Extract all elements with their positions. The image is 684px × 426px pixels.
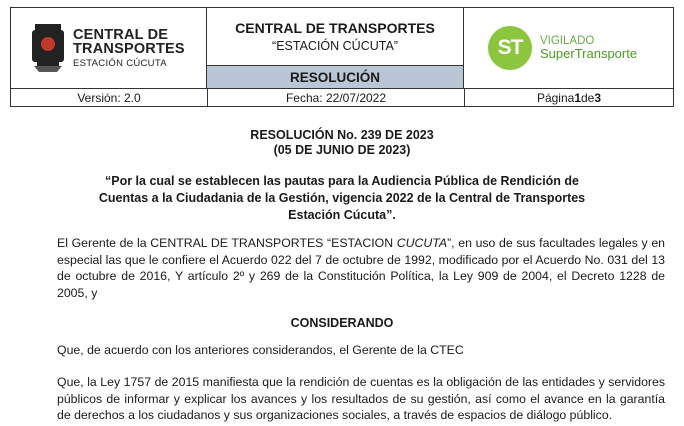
logo-line3: ESTACIÓN CÚCUTA <box>73 57 167 69</box>
preamble-paragraph <box>57 235 665 301</box>
locomotive-icon <box>31 22 65 74</box>
logo-line1: CENTRAL DE <box>73 26 169 43</box>
page-number: 1 <box>574 90 581 105</box>
version-cell: Versión: 2.0 <box>11 89 208 106</box>
paragraph-que-1: Que, de acuerdo con los anteriores considerandos, el Gerente de la CTEC <box>57 343 464 357</box>
preamble-part-a: El Gerente de la CENTRAL DE TRANSPORTES “ESTACION <box>57 236 397 250</box>
header-bottom-row <box>11 89 673 106</box>
station-name: “ESTACIÓN CÚCUTA” <box>272 39 398 53</box>
doc-type-band: RESOLUCIÓN <box>207 66 463 88</box>
company-name: CENTRAL DE TRANSPORTES <box>235 20 435 36</box>
company-logo <box>11 8 207 88</box>
paragraph-que-2: Que, la Ley 1757 de 2015 manifiesta que la rendición de cuentas es la obligación de las entidades y servidores públicos de informar y explicar los avances y los resultados de su gestión, así como el avance en la garantía de derechos a los ciudadanos y sus organizaciones sociales, a través de espacios de diálogo público. <box>57 375 665 422</box>
header-top-row <box>11 8 673 89</box>
date-cell: Fecha: 22/07/2022 <box>208 89 465 106</box>
preamble-part-b: ”, en uso de sus facultades legales y en especial las que le confiere el Acuerdo 022 del 7 de octubre de 1992, modificado por el Acuerdo No. 031 del 13 de octubre de 2016, Y artículo 2º y 269 de la Constitución Política, la Ley 909 de 2004, el Decreto 1228 de 2005, y <box>57 236 665 300</box>
resolution-subject: “Por la cual se establecen las pautas para la Audiencia Pública de Rendición de Cuentas a la Ciudadania de la Gestión, vigencia 2022 de la Central de Transportes Estación Cúcuta”. <box>98 174 586 222</box>
page-total: 3 <box>594 90 602 105</box>
resolution-date: (05 DE JUNIO DE 2023) <box>273 143 411 157</box>
considerando-heading: CONSIDERANDO <box>290 316 394 330</box>
header-center <box>207 8 464 88</box>
supertransporte-icon: ST <box>488 26 532 70</box>
page-prefix: Página <box>536 90 575 105</box>
document-header <box>10 7 674 107</box>
resolution-number: RESOLUCIÓN No. 239 DE 2023 <box>250 128 434 142</box>
logo-line2: TRANSPORTES <box>73 41 185 58</box>
supervisor-logo <box>464 8 673 88</box>
preamble-italic: CUCUTA <box>396 236 448 250</box>
supertransporte-label: SuperTransporte <box>540 46 638 62</box>
vigilado-label: VIGILADO <box>540 34 595 47</box>
page-mid: de <box>581 90 595 105</box>
page-cell <box>465 89 673 106</box>
